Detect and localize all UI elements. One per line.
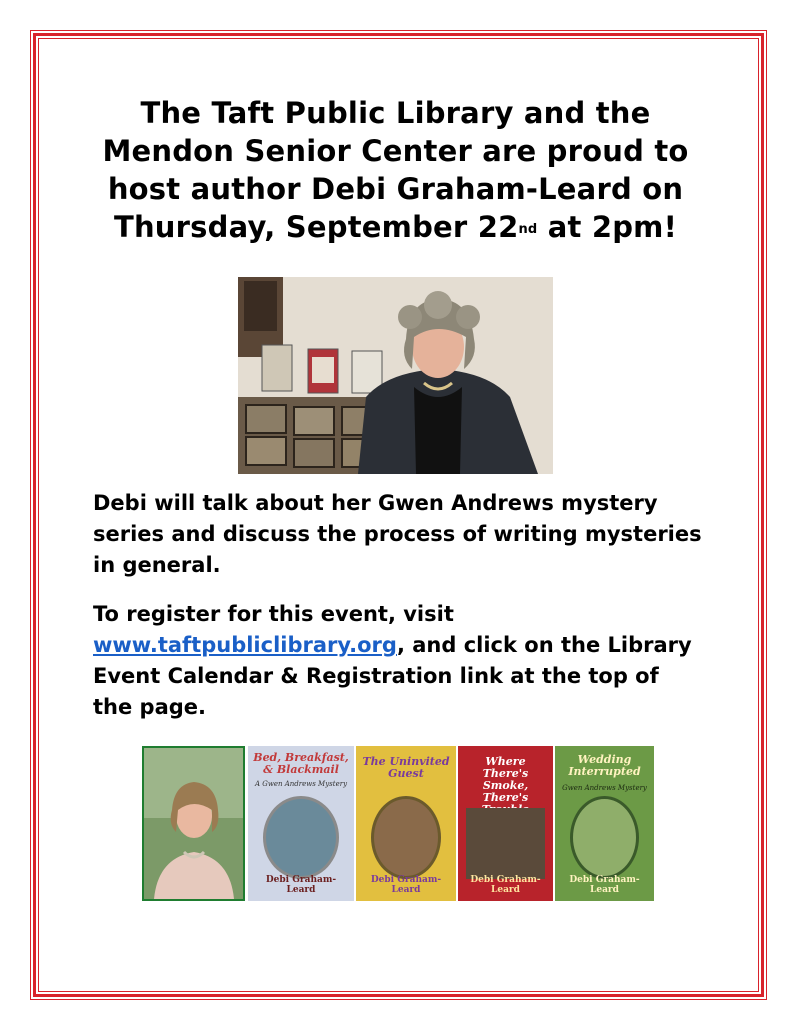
author-photo-with-books xyxy=(238,277,553,474)
register-intro: To register for this event, visit xyxy=(93,602,454,626)
book-4-cover-art xyxy=(570,796,639,879)
book-1-author: Debi Graham-Leard xyxy=(265,875,337,895)
headline-line-2: Mendon Senior Center are proud to xyxy=(102,134,689,168)
register-instructions-rest: , and click on the Library Event Calendar & Registration link at the top of the page. xyxy=(93,633,692,719)
book-1-subtitle: A Gwen Andrews Mystery xyxy=(254,780,348,788)
book-4-title: Wedding Interrupted xyxy=(568,753,641,778)
book-2-author: Debi Graham-Leard xyxy=(370,875,442,895)
headline-line-1: The Taft Public Library and the xyxy=(140,96,651,130)
book-1-title: Bed, Breakfast, & Blackmail xyxy=(253,751,349,776)
author-headshot xyxy=(142,746,245,901)
headline xyxy=(80,94,711,246)
event-time: at 2pm! xyxy=(537,210,678,244)
author-headshot-illustration xyxy=(144,748,243,899)
book-2-title: The Uninvited Guest xyxy=(362,755,450,780)
registration-instructions xyxy=(93,599,703,723)
book-3-author: Debi Graham-Leard xyxy=(470,875,541,895)
library-website-link[interactable]: www.taftpubliclibrary.org xyxy=(93,633,397,657)
book-4-subtitle: Gwen Andrews Mystery xyxy=(562,784,647,792)
date-ordinal-suffix: nd xyxy=(518,222,538,237)
book-4-author: Debi Graham-Leard xyxy=(569,875,640,895)
headline-line-4 xyxy=(80,208,711,246)
book-3-title: Where There's Smoke, There's xyxy=(482,755,529,804)
book-cover-1 xyxy=(248,746,354,901)
event-description: Debi will talk about her Gwen Andrews mystery series and discuss the process of writing mysteries in general. xyxy=(93,491,702,577)
event-date: Thursday, September 22 xyxy=(113,210,519,244)
author-photo-illustration xyxy=(238,277,553,474)
book-cover-4 xyxy=(555,746,654,901)
book-1-cover-art xyxy=(263,796,339,879)
book-cover-3 xyxy=(458,746,553,901)
book-3-cover-art xyxy=(466,808,545,879)
headline-line-3: host author Debi Graham-Leard on xyxy=(107,172,684,206)
book-2-cover-art xyxy=(371,796,441,879)
book-cover-2 xyxy=(356,746,456,901)
